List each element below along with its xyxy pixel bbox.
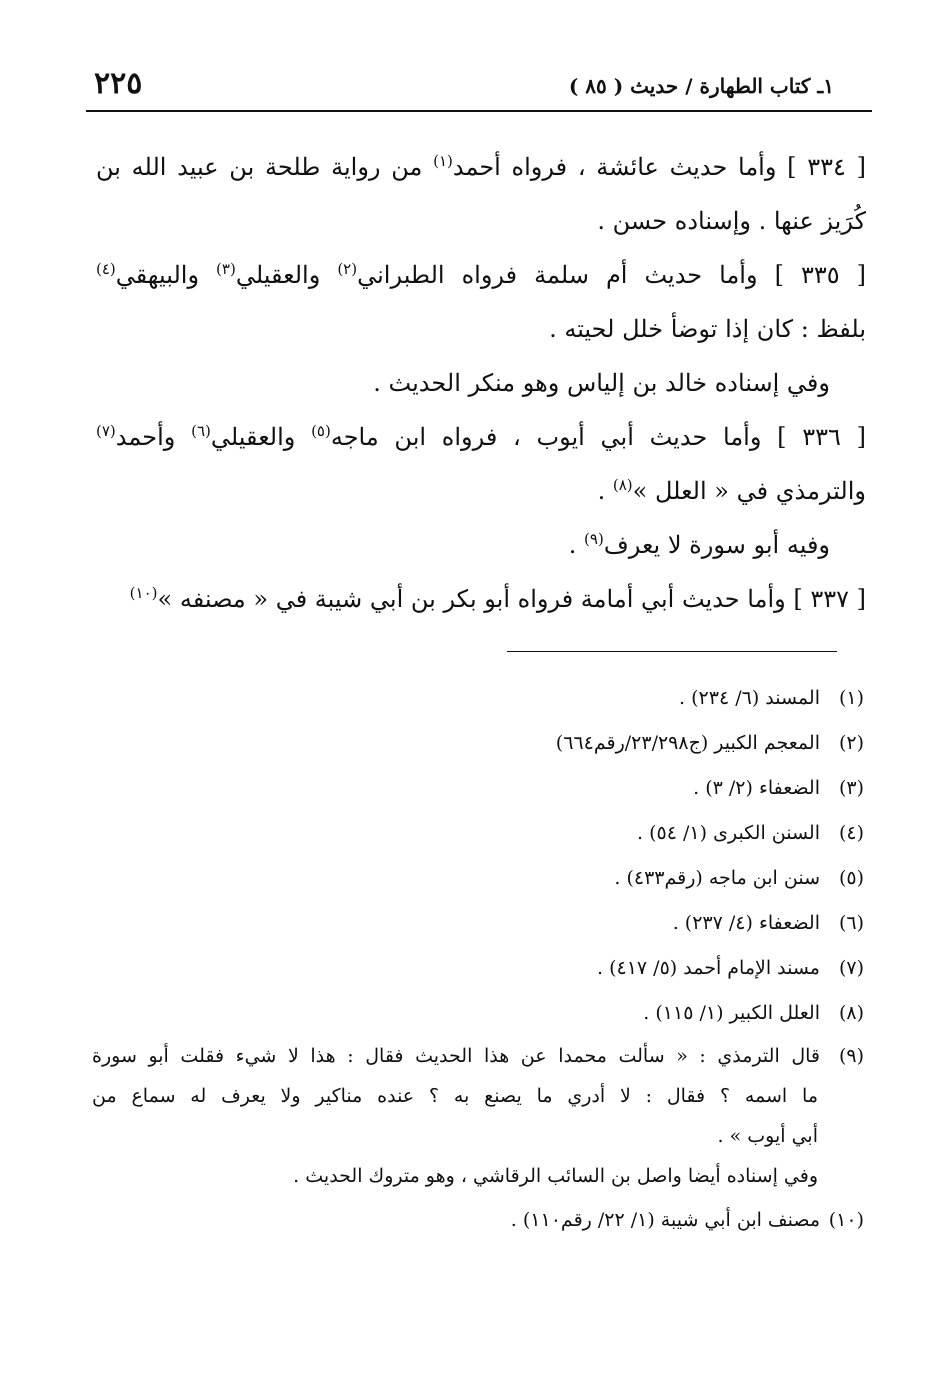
footnote-ref[interactable]: (٨) [612, 476, 633, 494]
text-line: والترمذي في « العلل »$^{(٨)}$ . [597, 476, 866, 505]
text-line: كُرَيز عنها . وإسناده حسن . [597, 207, 866, 235]
footnote-separator [507, 651, 837, 652]
text-line: بلفظ : كان إذا توضأ خلل لحيته . [549, 315, 866, 343]
running-head: ١ـ كتاب الطهارة / حديث ( ٨٥ ) [568, 74, 834, 98]
footnote: (٢)المعجم الكبير (ج٢٣/٢٩٨/رقم٦٦٤) [555, 732, 864, 754]
footnote-ref[interactable]: (٩) [584, 530, 604, 548]
footnote: (٤)السنن الكبرى (١/ ٥٤) . [637, 822, 864, 844]
text-line: [ ٣٣٦ ] وأما حديث أبي أيوب ، فرواه ابن ماجه$^{(٥)}$ والعقيلي$^{(٦)}$ وأحمد$^{(٧)}$ [96, 422, 866, 451]
footnote-line: ما اسمه ؟ فقال : لا أدري ما يصنع به ؟ عنده مناكير ولا يعرف له سماع من [92, 1085, 818, 1107]
text-line: [ ٣٣٤ ] وأما حديث عائشة ، فرواه أحمد$^{(١)}$ من رواية طلحة بن عبيد الله بن [96, 152, 866, 181]
footnote-ref[interactable]: (١٠) [129, 584, 158, 602]
footnote [92, 1036, 864, 1196]
footnote-ref[interactable]: (٣) [216, 260, 236, 278]
footnote-ref[interactable]: (٢) [337, 260, 358, 278]
page-number: ٢٢٥ [94, 66, 143, 101]
text-line: [ ٣٣٥ ] وأما حديث أم سلمة فرواه الطبراني$^{(٢)}$ والعقيلي$^{(٣)}$ والبيهقي$^{(٤)}$ [96, 260, 866, 289]
footnote: (٦)الضعفاء (٤/ ٢٣٧) . [672, 912, 864, 934]
text-line: وفيه أبو سورة لا يعرف$^{(٩)}$ . [568, 530, 830, 559]
footnote-ref[interactable]: (٧) [96, 422, 116, 440]
footnote: (١)المسند (٦/ ٢٣٤) . [679, 687, 864, 709]
main-text [96, 140, 866, 626]
footnotes [92, 676, 864, 1243]
footnote-ref[interactable]: (٦) [191, 422, 211, 440]
footnote-ref[interactable]: (١) [433, 152, 453, 170]
footnote-line: (٩)قال الترمذي : « سألت محمدا عن هذا الحديث فقال : هذا لا شيء فقلت أبو سورة [92, 1045, 864, 1067]
footnote: (٨)العلل الكبير (١/ ١١٥) . [643, 1002, 864, 1024]
footnote: (١٠)مصنف ابن أبي شيبة (١/ ٢٢/ رقم١١٠) . [510, 1209, 864, 1231]
footnote-ref[interactable]: (٤) [96, 260, 116, 278]
page-header [86, 64, 872, 112]
text-line: [ ٣٣٧ ] وأما حديث أبي أمامة فرواه أبو بكر بن أبي شيبة في « مصنفه »$^{(١٠)}$ [129, 584, 866, 613]
footnote-line: وفي إسناده أيضا واصل بن السائب الرقاشي ، وهو متروك الحديث . [293, 1165, 818, 1187]
footnote-ref[interactable]: (٥) [311, 422, 331, 440]
footnote-line: أبي أيوب » . [717, 1125, 818, 1147]
footnote: (٧)مسند الإمام أحمد (٥/ ٤١٧) . [597, 957, 864, 979]
footnote: (٥)سنن ابن ماجه (رقم٤٣٣) . [614, 867, 864, 889]
text-line: وفي إسناده خالد بن إلياس وهو منكر الحديث . [373, 369, 830, 397]
footnote: (٣)الضعفاء (٢/ ٣) . [693, 777, 864, 799]
